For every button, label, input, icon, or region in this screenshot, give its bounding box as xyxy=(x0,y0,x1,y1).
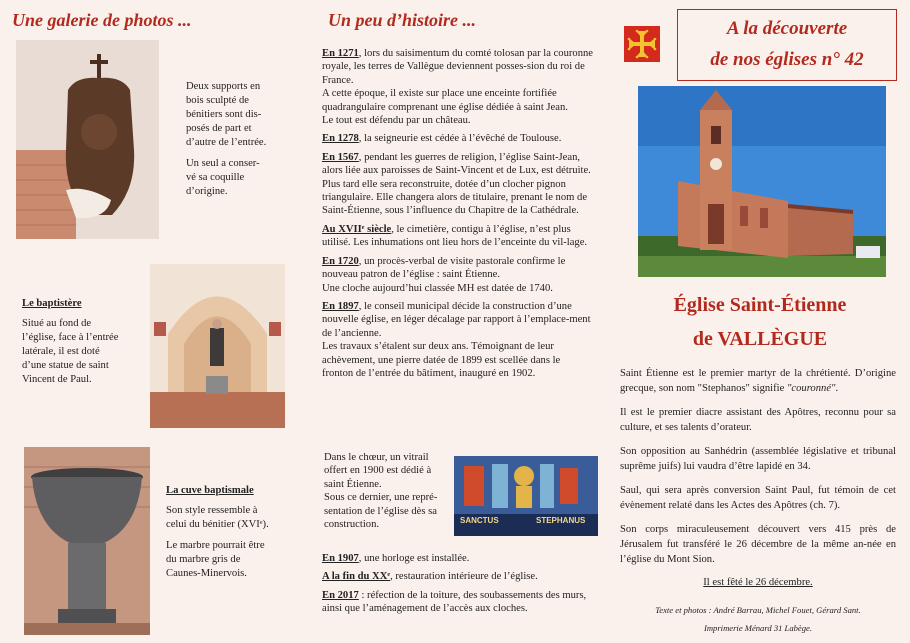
history-entry: A la fin du XXᵉ, restauration intérieure de l’église. xyxy=(322,571,538,583)
printer: Imprimerie Ménard 31 Labège. xyxy=(703,623,813,633)
history-entry: En 1271, lors du saisimentum du comté tolosan par la couronne royale, les terres de Vallègue deviennent posses-sion du roi de France. A cette époque, il existe sur place une enceinte fortifiée quadrangulaire comprenant une église dédiée à saint Jean. Le tout est défendu par un château. xyxy=(322,48,593,127)
saint-bio xyxy=(620,366,896,576)
caption-line: Son style ressemble à xyxy=(166,505,258,516)
benitier-caption xyxy=(186,80,276,199)
caption-line: Caunes-Minervois. xyxy=(166,568,247,579)
bio-paragraph: Son opposition au Sanhédrin (assemblée législative et tribunal suprême juifs) lui vaudra d’être lapidé en 34. xyxy=(620,446,896,472)
caption-line: Le marbre pourrait être xyxy=(166,540,265,551)
caption-line: Un seul a conser- xyxy=(186,158,260,169)
cuve-caption xyxy=(166,484,286,581)
history-column xyxy=(322,47,594,385)
bio-paragraph: Saul, qui sera après conversion Saint Paul, fut témoin de cet évènement relaté dans les Actes des Apôtres (ch. 7). xyxy=(620,485,896,511)
caption-line: Dans le chœur, un vitrail xyxy=(324,452,429,463)
credits: Texte et photos : André Barrau, Michel Fouet, Gérard Sant. xyxy=(655,605,861,615)
vitrail-caption xyxy=(324,451,452,531)
history-entry: En 1720, un procès-verbal de visite pastorale confirme le nouveau patron de l’église : saint Étienne. Une cloche aujourd’hui classée MH est datée de 1740. xyxy=(322,255,566,294)
feast-day: Il est fêté le 26 décembre. xyxy=(703,577,813,588)
caption-line: vé sa coquille xyxy=(186,172,245,183)
occitan-cross-icon xyxy=(624,26,660,62)
history-entry: En 1907, une horloge est installée. xyxy=(322,553,470,564)
caption-line: Situé au fond de xyxy=(22,318,92,329)
baptistere-title: Le baptistère xyxy=(22,298,82,309)
baptistere-photo xyxy=(150,264,285,428)
title-line-2: de nos églises n° 42 xyxy=(710,49,864,70)
caption-line: d’une statue de saint xyxy=(22,360,109,371)
caption-line: bois sculpté de xyxy=(186,95,249,106)
caption-line: construction. xyxy=(324,519,380,531)
history-entry: Au XVIIᵉ siècle, le cimetière, contigu à l’église, n’est plus utilisé. Les inhumations ont lieu hors de l’enceinte du vil-lage. xyxy=(322,223,588,249)
church-title-1: Église Saint-Étienne xyxy=(673,294,847,316)
history-entry: En 1567, pendant les guerres de religion, l’église Saint-Jean, alors liée aux paroisses de Saint-Vincent et de Lux, est détruite. Plus tard elle sera reconstruite, dotée d’un clocher pignon triangulaire. Elle changera alors de titulaire, prenant le nom de Saint-Étienne, sous l’influence du Chapitre de la Cathédrale. xyxy=(322,151,591,217)
caption-line: l’église, face à l’entrée xyxy=(22,332,119,343)
gallery-header: Une galerie de photos ... xyxy=(12,10,192,30)
title-line-1: A la découverte xyxy=(726,18,848,39)
church-title-2: de VALLÈGUE xyxy=(692,328,828,350)
caption-line: saint Étienne. xyxy=(324,478,382,490)
caption-line: Deux supports en xyxy=(186,81,261,92)
caption-line: d’autre de l’entrée. xyxy=(186,137,267,148)
bio-paragraph: Son corps miraculeusement découvert vers 415 près de Jérusalem fut transféré le 26 décembre de la même an-née en l’église du Mont Sion. xyxy=(620,524,896,565)
history-entry: En 2017 : réfection de la toiture, des soubassements des murs, ainsi que l’aménagement de l’accès aux cloches. xyxy=(322,589,587,615)
caption-line: bénitiers sont dis- xyxy=(186,109,262,120)
caption-line: latérale, il est doté xyxy=(22,346,100,357)
vitrail-photo xyxy=(454,456,598,536)
caption-line: posés de part et xyxy=(186,123,252,134)
caption-line: celui du bénitier (XVIᵉ). xyxy=(166,519,269,530)
history-entry: En 1278, la seigneurie est cédée à l’évêché de Toulouse. xyxy=(322,133,562,145)
vitrail-label: SANCTUS xyxy=(460,516,499,525)
caption-line: d’origine. xyxy=(186,186,228,197)
history-entry: En 1897, le conseil municipal décide la construction d’une nouvelle église, en léger décalage par rapport à l’emplace-ment de l’ancienne. Les travaux s’étalent sur deux ans. Témoignant de leur achèvement, une pierre datée de 1899 est scellée dans le fronton de l’entrée du bâtiment, inauguré en 1902. xyxy=(322,300,591,379)
caption-line: du marbre gris de xyxy=(166,554,241,565)
caption-line: sentation de l’église dès sa xyxy=(324,505,437,517)
cuve-title: La cuve baptismale xyxy=(166,485,254,496)
church-photo xyxy=(638,86,886,277)
cuve-photo xyxy=(24,447,150,635)
baptistere-caption xyxy=(22,297,142,387)
vitrail-label: STEPHANUS xyxy=(536,516,586,525)
history-tail xyxy=(322,552,594,621)
benitier-photo xyxy=(16,40,159,239)
title-box xyxy=(677,9,897,81)
caption-line: Sous ce dernier, une repré- xyxy=(324,492,438,504)
caption-line: Vincent de Paul. xyxy=(22,374,92,385)
caption-line: offert en 1900 est dédié à xyxy=(324,465,432,477)
bio-paragraph: Il est le premier diacre assistant des Apôtres, reconnu pour sa culture, et ses talents d’orateur. xyxy=(620,407,896,433)
history-header: Un peu d’histoire ... xyxy=(328,10,477,30)
bio-paragraph: Saint Étienne est le premier martyr de la chrétienté. D’origine grecque, son nom "Stephanos" signifie "couronné". xyxy=(620,368,896,394)
